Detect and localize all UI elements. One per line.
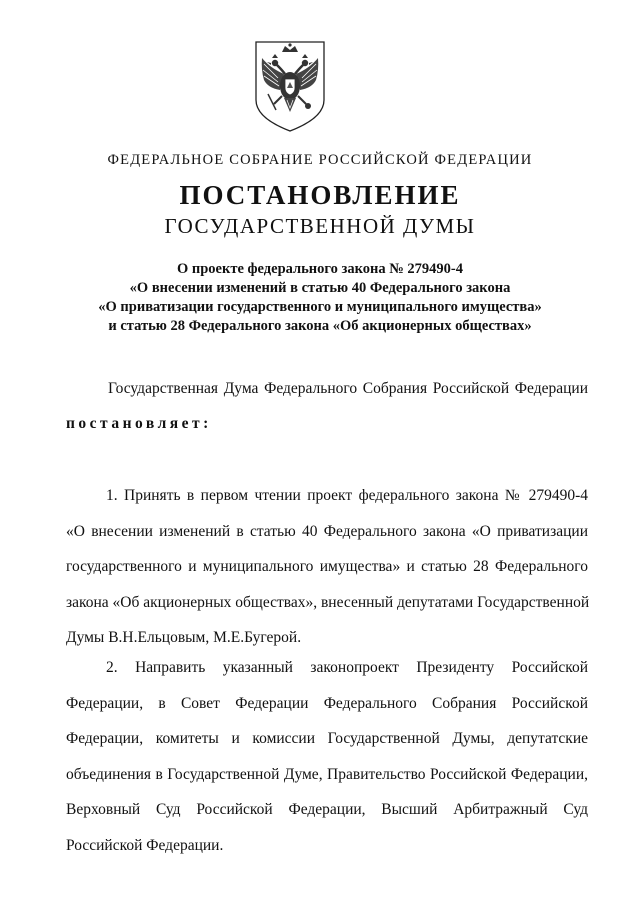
paragraph-line: Российской Федерации.	[66, 836, 224, 854]
paragraph-line: Думы В.Н.Ельцовым, М.Е.Бугерой.	[66, 629, 302, 646]
paragraph-line: закона «Об акционерных обществах», внесенный депутатами Государственной	[66, 593, 590, 611]
document-type-title: ПОСТАНОВЛЕНИЕ	[179, 180, 461, 210]
subject-line: «О приватизации государственного и муниципального имущества»	[98, 299, 542, 315]
paragraph-line: Верховный Суд Российской Федерации, Высший Арбитражный Суд	[66, 801, 588, 818]
organization-name: ФЕДЕРАЛЬНОЕ СОБРАНИЕ РОССИЙСКОЙ ФЕДЕРАЦИИ	[107, 152, 533, 168]
subject-line: и статью 28 Федерального закона «Об акционерных обществах»	[108, 318, 532, 334]
paragraph-line: Федерации, комитеты и комиссии Государственной Думы, депутатские	[66, 730, 588, 747]
paragraph-line: 1. Принять в первом чтении проект федерального закона № 279490-4	[106, 487, 588, 504]
preamble: Государственная Дума Федерального Собрания Российской Федерации	[108, 380, 588, 397]
paragraph-2	[66, 650, 588, 863]
paragraph-1	[66, 478, 588, 656]
coat-of-arms-icon	[252, 38, 328, 134]
paragraph-line: государственного и муниципального имущества» и статью 28 Федерального	[66, 558, 588, 575]
paragraph-line: Федерации, в Совет Федерации Федерального Собрания Российской	[66, 694, 588, 712]
issuer-title: ГОСУДАРСТВЕННОЙ ДУМЫ	[164, 214, 476, 238]
paragraph-line: 2. Направить указанный законопроект Президенту Российской	[106, 659, 588, 676]
subject-line: О проекте федерального закона № 279490-4	[176, 261, 464, 277]
subject-line: «О внесении изменений в статью 40 Федерального закона	[129, 280, 511, 296]
paragraph-line: объединения в Государственной Думе, Правительство Российской Федерации,	[66, 765, 588, 783]
paragraph-line: «О внесении изменений в статью 40 Федерального закона «О приватизации	[66, 522, 588, 540]
decree-word: постановляет:	[66, 415, 212, 432]
document-subject	[0, 260, 640, 336]
